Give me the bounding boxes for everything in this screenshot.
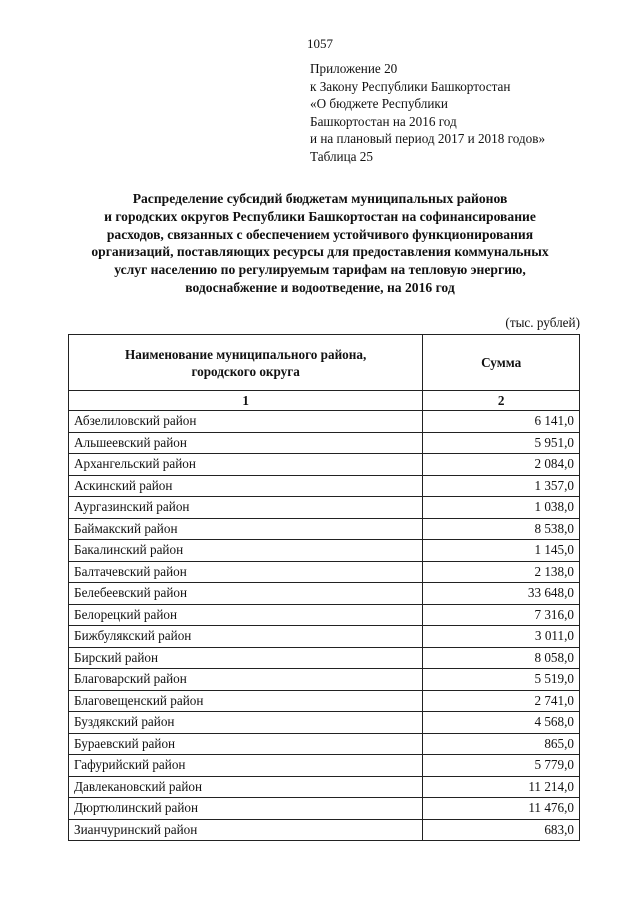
table-row [69,690,580,712]
appendix-line: к Закону Республики Башкортостан [310,78,511,94]
column-number-1: 1 [69,391,423,411]
district-name: Белорецкий район [69,604,423,626]
column-number-row [69,391,580,411]
district-name: Аургазинский район [69,497,423,519]
table-row [69,518,580,540]
table-header-row [69,335,580,391]
table-row [69,755,580,777]
table-row [69,733,580,755]
subsidy-amount: 1 038,0 [423,497,580,519]
subsidy-amount: 3 011,0 [423,626,580,648]
table-row [69,583,580,605]
table-row [69,540,580,562]
title-line: расходов, связанных с обеспечением устойчивого функционирования [106,226,534,242]
district-name: Зианчуринский район [69,819,423,841]
appendix-line: Таблица 25 [310,148,373,164]
column-number-2: 2 [423,391,580,411]
subsidy-amount: 683,0 [423,819,580,841]
district-name: Благовещенский район [69,690,423,712]
district-name: Белебеевский район [69,583,423,605]
title-line: организаций, поставляющих ресурсы для предоставления коммунальных [91,244,549,260]
subsidy-amount: 6 141,0 [423,411,580,433]
subsidy-amount: 2 084,0 [423,454,580,476]
subsidy-amount: 5 951,0 [423,432,580,454]
appendix-line: Приложение 20 [310,61,398,76]
subsidy-amount: 5 519,0 [423,669,580,691]
district-name: Абзелиловский район [69,411,423,433]
unit-note: (тыс. рублей) [505,315,580,330]
district-name: Давлекановский район [69,776,423,798]
subsidy-amount: 8 538,0 [423,518,580,540]
title-line: услуг населению по регулируемым тарифам на тепловую энергию, [114,262,526,278]
subsidy-amount: 4 568,0 [423,712,580,734]
document-title [40,190,600,297]
district-name: Буздякский район [69,712,423,734]
subsidy-amount: 865,0 [423,733,580,755]
table-row [69,626,580,648]
district-name: Гафурийский район [69,755,423,777]
subsidy-amount: 8 058,0 [423,647,580,669]
appendix-line: «О бюджете Республики [310,96,448,111]
table-row [69,454,580,476]
district-name: Благоварский район [69,669,423,691]
appendix-block [310,60,545,165]
table-row [69,475,580,497]
district-name: Баймакский район [69,518,423,540]
subsidy-amount: 2 138,0 [423,561,580,583]
subsidy-amount: 1 357,0 [423,475,580,497]
title-line: Распределение субсидий бюджетам муниципальных районов [132,191,508,206]
title-line: и городских округов Республики Башкортостан на софинансирование [104,208,536,224]
subsidy-amount: 33 648,0 [423,583,580,605]
district-name: Бураевский район [69,733,423,755]
table-row [69,411,580,433]
subsidy-amount: 11 214,0 [423,776,580,798]
district-name: Бирский район [69,647,423,669]
title-line: водоснабжение и водоотведение, на 2016 год [185,279,455,295]
table-row [69,604,580,626]
district-name: Бижбулякский район [69,626,423,648]
subsidy-amount: 5 779,0 [423,755,580,777]
table-row [69,669,580,691]
table-row [69,712,580,734]
table-row [69,798,580,820]
subsidy-amount: 11 476,0 [423,798,580,820]
table-row [69,497,580,519]
header-name-line1: Наименование муниципального района, [125,346,367,362]
table-row [69,432,580,454]
table-row [69,819,580,841]
header-name [69,335,423,391]
district-name: Архангельский район [69,454,423,476]
page-number: 1057 [307,36,333,51]
appendix-line: и на плановый период 2017 и 2018 годов» [310,131,546,146]
district-name: Балтачевский район [69,561,423,583]
subsidy-table [68,334,580,841]
appendix-line: Башкортостан на 2016 год [310,113,457,129]
subsidy-amount: 7 316,0 [423,604,580,626]
district-name: Альшеевский район [69,432,423,454]
district-name: Аскинский район [69,475,423,497]
subsidy-amount: 2 741,0 [423,690,580,712]
table-row [69,776,580,798]
district-name: Дюртюлинский район [69,798,423,820]
table-row [69,647,580,669]
header-name-line2: городского округа [191,363,300,379]
subsidy-amount: 1 145,0 [423,540,580,562]
table-row [69,561,580,583]
header-amount: Сумма [423,335,580,391]
district-name: Бакалинский район [69,540,423,562]
